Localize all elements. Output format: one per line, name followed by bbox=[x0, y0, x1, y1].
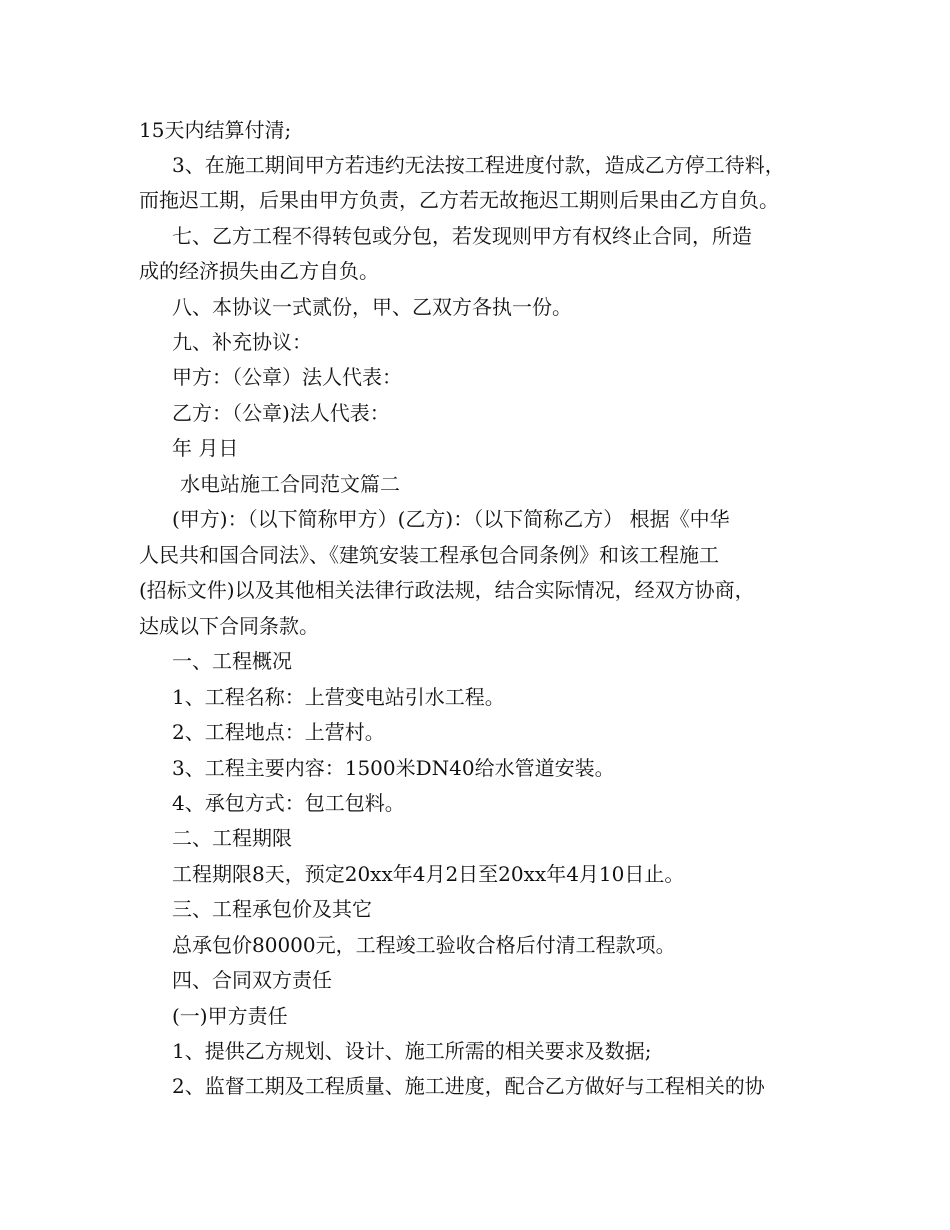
text-line: 人民共和国合同法》、《建筑安装工程承包合同条例》和该工程施工 bbox=[139, 543, 719, 567]
heading-line: 一、工程概况 bbox=[172, 649, 292, 673]
heading-line: 三、工程承包价及其它 bbox=[172, 897, 372, 921]
text-line: 年 月日 bbox=[172, 436, 239, 460]
text-line: 成的经济损失由乙方自负。 bbox=[139, 259, 379, 283]
text-line: 4、承包方式：包工包料。 bbox=[172, 791, 405, 815]
text-line: 15天内结算付清; bbox=[139, 118, 292, 142]
section-title: 水电站施工合同范文篇二 bbox=[180, 472, 400, 496]
heading-line: 四、合同双方责任 bbox=[172, 968, 332, 992]
text-line: 2、监督工期及工程质量、施工进度，配合乙方做好与工程相关的协 bbox=[172, 1074, 765, 1098]
text-line: 3、在施工期间甲方若违约无法按工程进度付款，造成乙方停工待料， bbox=[172, 153, 785, 177]
text-line: (招标文件)以及其他相关法律行政法规，结合实际情况，经双方协商， bbox=[139, 578, 755, 602]
text-line: 而拖迟工期，后果由甲方负责，乙方若无故拖迟工期则后果由乙方自负。 bbox=[139, 188, 779, 212]
text-line: 七、乙方工程不得转包或分包，若发现则甲方有权终止合同，所造 bbox=[172, 224, 752, 248]
text-line: 3、工程主要内容：1500米DN40给水管道安装。 bbox=[172, 756, 615, 780]
text-line: 工程期限8天，预定20xx年4月2日至20xx年4月10日止。 bbox=[172, 862, 685, 886]
text-line: (甲方)：（以下简称甲方）(乙方)：（以下简称乙方） 根据《中华 bbox=[172, 507, 730, 531]
text-line: 乙方：（公章)法人代表： bbox=[172, 401, 390, 425]
text-line: 达成以下合同条款。 bbox=[139, 614, 319, 638]
text-line: 2、工程地点：上营村。 bbox=[172, 720, 385, 744]
subheading-line: (一)甲方责任 bbox=[172, 1004, 288, 1028]
heading-line: 二、工程期限 bbox=[172, 826, 292, 850]
text-line: 总承包价80000元，工程竣工验收合格后付清工程款项。 bbox=[172, 933, 676, 957]
text-line: 八、本协议一式贰份，甲、乙双方各执一份。 bbox=[172, 295, 572, 319]
text-line: 甲方：（公章）法人代表： bbox=[172, 365, 402, 389]
text-line: 1、工程名称：上营变电站引水工程。 bbox=[172, 685, 505, 709]
text-line: 1、提供乙方规划、设计、施工所需的相关要求及数据; bbox=[172, 1039, 652, 1063]
text-line: 九、补充协议： bbox=[172, 330, 312, 354]
